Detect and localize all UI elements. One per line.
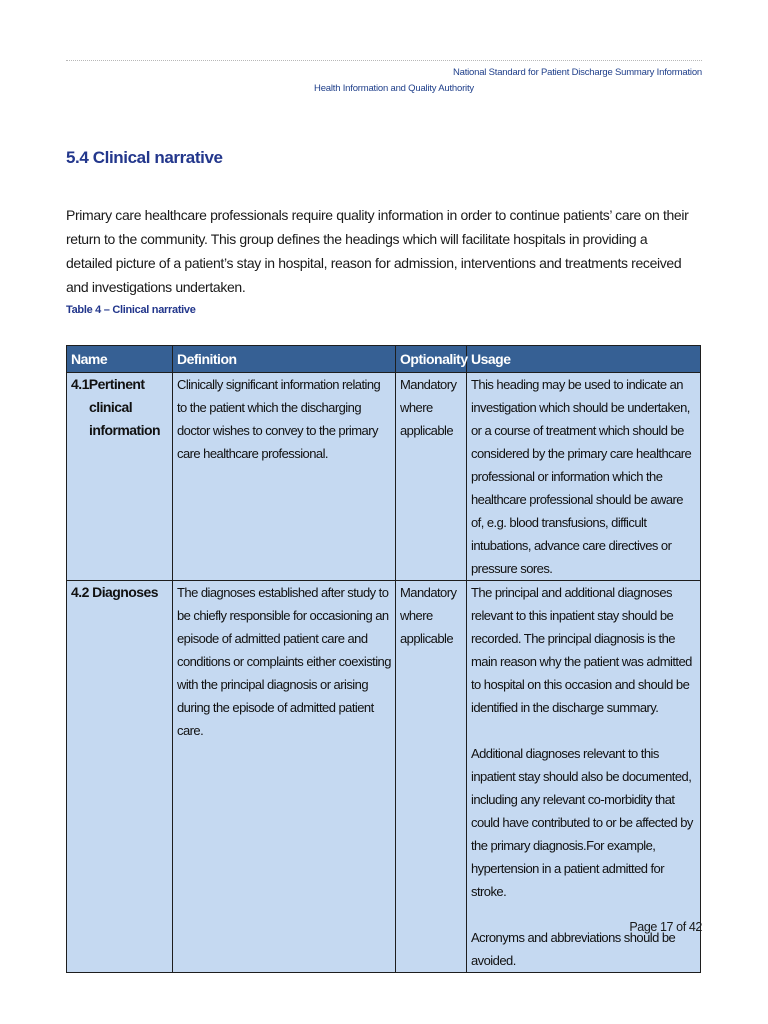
cell-usage (467, 581, 701, 973)
cell-name (67, 373, 173, 581)
column-header-name: Name (67, 346, 173, 373)
page-number: Page 17 of 42 (629, 920, 702, 934)
row-name: 4.1Pertinent clinical information (71, 376, 160, 438)
clinical-narrative-table (66, 345, 701, 973)
cell-name (67, 581, 173, 973)
column-header-usage: Usage (467, 346, 701, 373)
section-title: 5.4 Clinical narrative (66, 148, 223, 167)
header-rule (66, 60, 702, 61)
usage-paragraph: Acronyms and abbreviations should be avoided. (471, 930, 676, 968)
cell-definition: The diagnoses established after study to be chiefly responsible for occasioning an episode of admitted patient care and conditions or complaints either coexisting with the principal diagnosis or arising during the episode of admitted patient care. (173, 581, 396, 973)
cell-usage (467, 373, 701, 581)
column-header-optionality: Optionality (396, 346, 467, 373)
organisation-header: Health Information and Quality Authority (314, 83, 474, 94)
document-title-header: National Standard for Patient Discharge Summary Information (452, 67, 702, 78)
cell-optionality: Mandatory where applicable (396, 373, 467, 581)
table-row (67, 373, 701, 581)
usage-paragraph: Additional diagnoses relevant to this inpatient stay should also be documented, including any relevant co-morbidity that could have contributed to or be affected by the primary diagnosis.For example, hypertension in a patient admitted for stroke. (471, 746, 693, 899)
cell-optionality: Mandatory where applicable (396, 581, 467, 973)
row-name: 4.2 Diagnoses (71, 584, 159, 600)
table-row (67, 581, 701, 973)
table-header-row (67, 346, 701, 373)
cell-definition: Clinically significant information relating to the patient which the discharging doctor wishes to convey to the primary care healthcare professional. (173, 373, 396, 581)
column-header-definition: Definition (173, 346, 396, 373)
usage-paragraph: This heading may be used to indicate an investigation which should be undertaken, or a course of treatment which should be considered by the primary care healthcare professional or information which the healthcare professional should be aware of, e.g. blood transfusions, difficult intubations, advance care directives or pressure sores. (471, 377, 692, 576)
intro-paragraph: Primary care healthcare professionals require quality information in order to continue patients’ care on their return to the community. This group defines the headings which will facilitate hospitals in providing a detailed picture of a patient’s stay in hospital, reason for admission, interventions and treatments received and investigations undertaken. (66, 207, 689, 295)
table-caption: Table 4 – Clinical narrative (66, 304, 196, 316)
usage-paragraph: The principal and additional diagnoses relevant to this inpatient stay should be recorded. The principal diagnosis is the main reason why the patient was admitted to hospital on this occasion and should be identified in the discharge summary. (471, 585, 692, 715)
